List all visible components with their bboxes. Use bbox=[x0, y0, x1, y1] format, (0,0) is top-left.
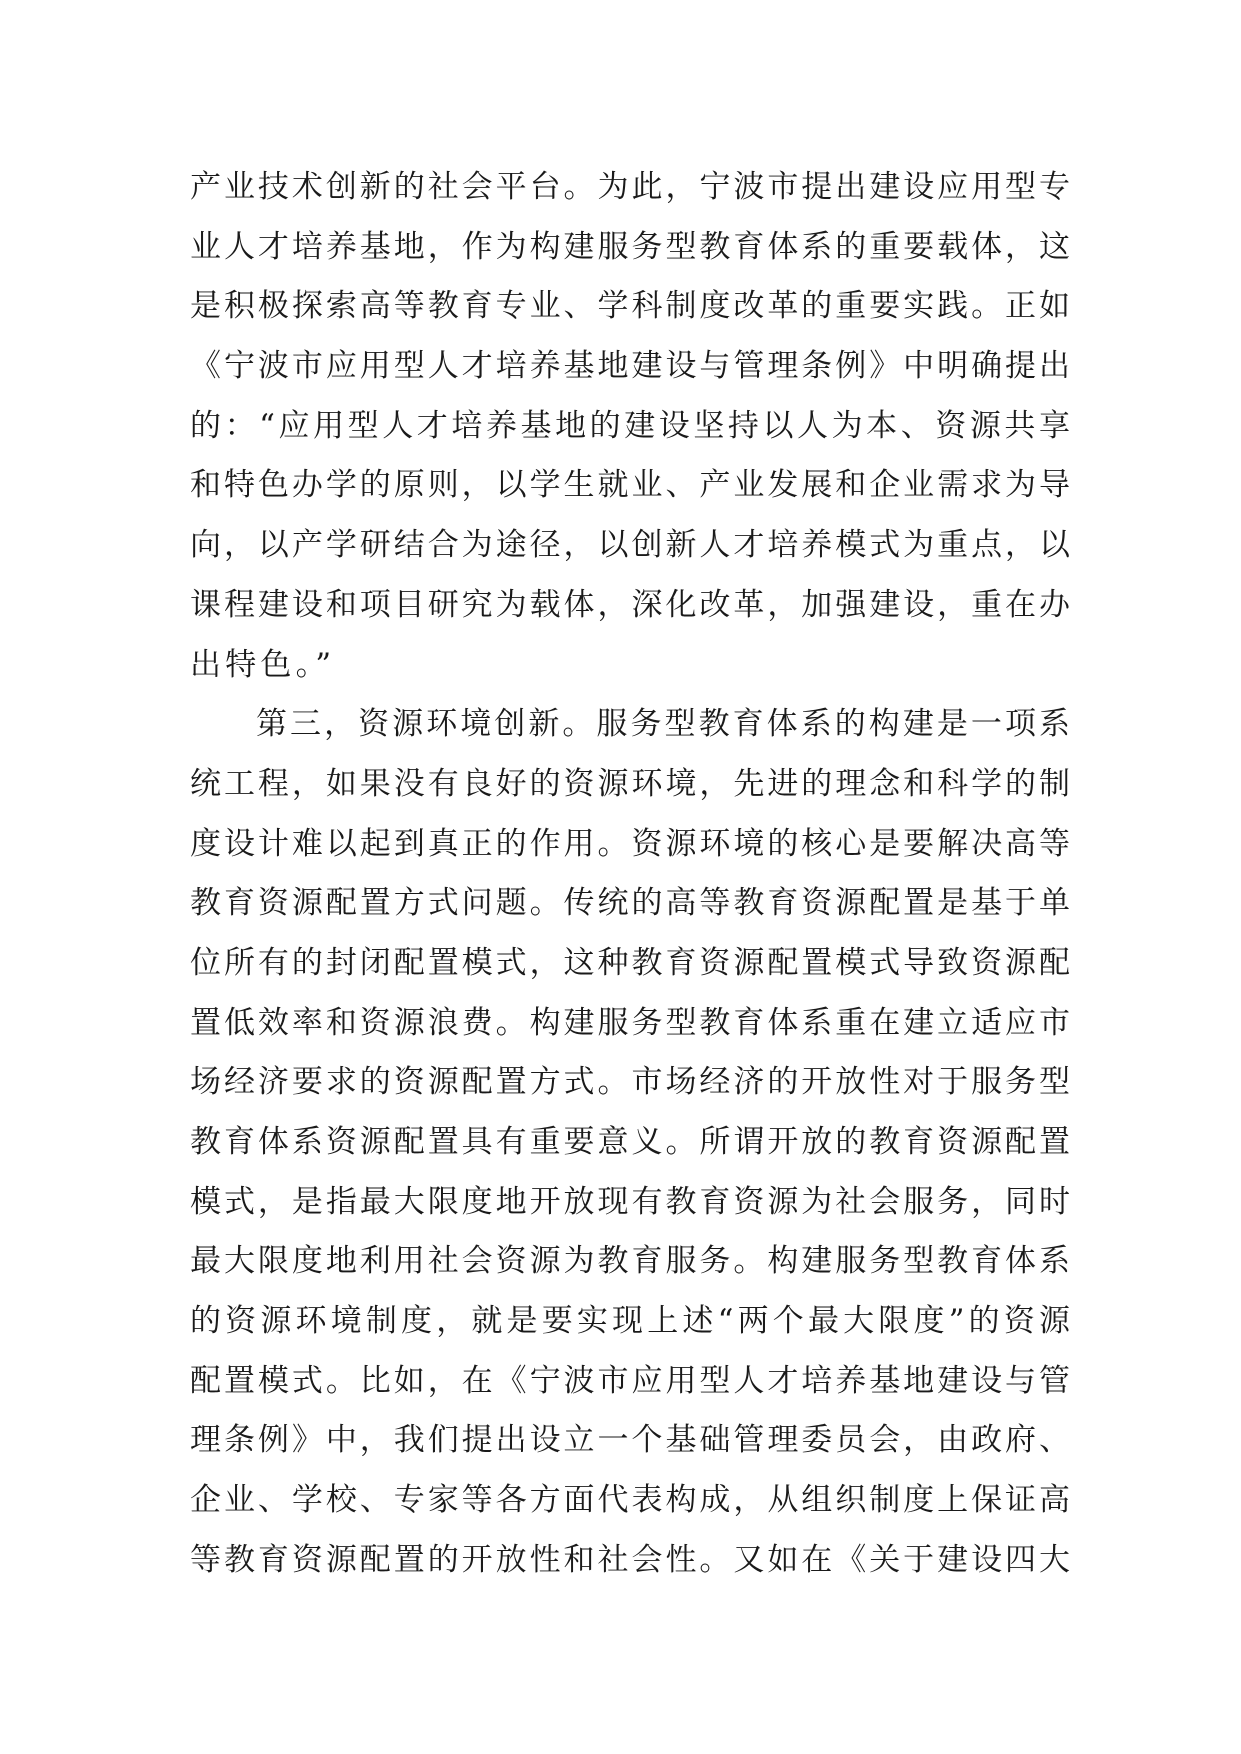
paragraph-first-line: 第三，资源环境创新。服务型教育体系的构建是一项系 bbox=[256, 706, 1070, 743]
text-line: 模式，是指最大限度地开放现有教育资源为社会服务，同时 bbox=[190, 1183, 1070, 1220]
text-line: 配置模式。比如，在《宁波市应用型人才培养基地建设与管 bbox=[190, 1362, 1070, 1399]
text-line: 企业、学校、专家等各方面代表构成，从组织制度上保证高 bbox=[190, 1482, 1070, 1519]
text-line: 的资源环境制度，就是要实现上述“两个最大限度”的资源 bbox=[190, 1303, 1070, 1340]
text-line: 向，以产学研结合为途径，以创新人才培养模式为重点，以 bbox=[190, 527, 1070, 564]
text-line: 教育资源配置方式问题。传统的高等教育资源配置是基于单 bbox=[190, 885, 1070, 922]
text-line: 产业技术创新的社会平台。为此，宁波市提出建设应用型专 bbox=[190, 169, 1070, 205]
text-line: 和特色办学的原则，以学生就业、产业发展和企业需求为导 bbox=[190, 467, 1070, 504]
text-line: 的：“应用型人才培养基地的建设坚持以人为本、资源共享 bbox=[190, 407, 1070, 444]
text-line: 出特色。” bbox=[190, 646, 336, 683]
text-line: 课程建设和项目研究为载体，深化改革，加强建设，重在办 bbox=[190, 586, 1070, 623]
text-line: 最大限度地利用社会资源为教育服务。构建服务型教育体系 bbox=[190, 1243, 1070, 1280]
text-line: 业人才培养基地，作为构建服务型教育体系的重要载体，这 bbox=[190, 228, 1070, 265]
text-line: 置低效率和资源浪费。构建服务型教育体系重在建立适应市 bbox=[190, 1004, 1070, 1041]
text-line: 位所有的封闭配置模式，这种教育资源配置模式导致资源配 bbox=[190, 944, 1070, 981]
text-line: 是积极探索高等教育专业、学科制度改革的重要实践。正如 bbox=[190, 288, 1070, 325]
text-line: 等教育资源配置的开放性和社会性。又如在《关于建设四大 bbox=[190, 1541, 1070, 1578]
body-text bbox=[190, 158, 1070, 1591]
text-line: 理条例》中，我们提出设立一个基础管理委员会，由政府、 bbox=[190, 1422, 1070, 1459]
text-line: 《宁波市应用型人才培养基地建设与管理条例》中明确提出 bbox=[190, 348, 1070, 385]
text-line: 度设计难以起到真正的作用。资源环境的核心是要解决高等 bbox=[190, 825, 1070, 862]
text-line: 统工程，如果没有良好的资源环境，先进的理念和科学的制 bbox=[190, 765, 1070, 802]
text-line: 教育体系资源配置具有重要意义。所谓开放的教育资源配置 bbox=[190, 1124, 1070, 1160]
text-line: 场经济要求的资源配置方式。市场经济的开放性对于服务型 bbox=[190, 1064, 1070, 1101]
